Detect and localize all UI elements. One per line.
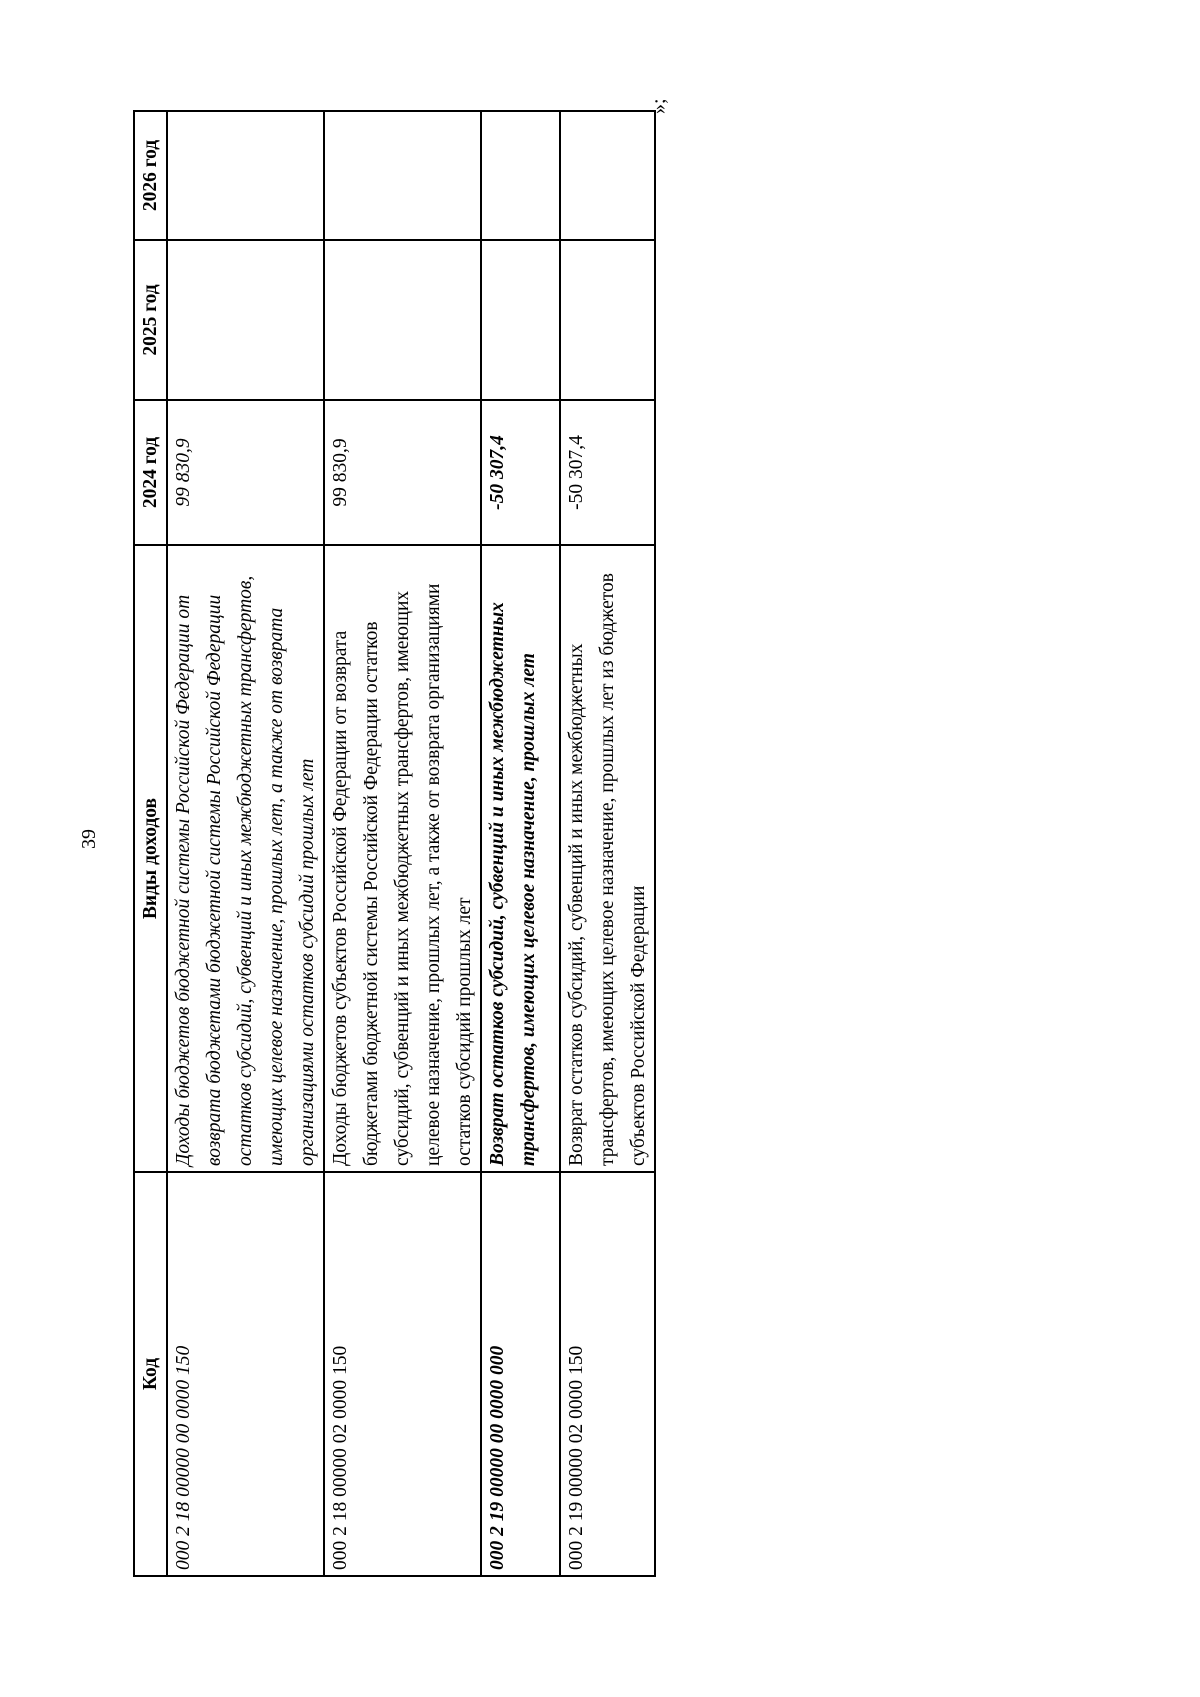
header-name: Виды доходов <box>134 545 167 1172</box>
row-value-2024: 99 830,9 <box>167 400 324 545</box>
row-value-2024: 99 830,9 <box>324 400 481 545</box>
table-row <box>560 111 655 1576</box>
header-2026: 2026 год <box>134 111 167 240</box>
row-value-2026 <box>167 111 324 240</box>
table-row <box>167 111 324 1576</box>
row-name: Возврат остатков субсидий, субвенций и иных межбюджетных трансфертов, имеющих целевое назначение, прошлых лет <box>481 545 560 1172</box>
row-value-2025 <box>560 240 655 400</box>
row-code: 000 2 18 00000 02 0000 150 <box>324 1172 481 1576</box>
row-value-2024: -50 307,4 <box>481 400 560 545</box>
row-value-2024: -50 307,4 <box>560 400 655 545</box>
row-value-2025 <box>481 240 560 400</box>
table-header-row <box>134 111 167 1576</box>
row-value-2026 <box>560 111 655 240</box>
row-value-2025 <box>324 240 481 400</box>
header-code: Код <box>134 1172 167 1576</box>
header-2024: 2024 год <box>134 400 167 545</box>
row-name: Доходы бюджетов бюджетной системы Российской Федерации от возврата бюджетами бюджетной системы Российской Федерации остатков субсидий, субвенций и иных межбюджетных трансфертов, имеющих целевое назначение, прошлых лет, а также от возврата организациями остатков субсидий прошлых лет <box>167 545 324 1172</box>
row-value-2026 <box>481 111 560 240</box>
table-row <box>481 111 560 1576</box>
row-value-2026 <box>324 111 481 240</box>
page-number: 39 <box>78 829 100 849</box>
revenue-table <box>133 110 656 1577</box>
row-name: Возврат остатков субсидий, субвенций и иных межбюджетных трансфертов, имеющих целевое назначение, прошлых лет из бюджетов субъектов Российской Федерации <box>560 545 655 1172</box>
table-row <box>324 111 481 1576</box>
row-code: 000 2 19 00000 00 0000 000 <box>481 1172 560 1576</box>
row-code: 000 2 19 00000 02 0000 150 <box>560 1172 655 1576</box>
header-2025: 2025 год <box>134 240 167 400</box>
closing-quote-mark: »; <box>648 98 670 114</box>
row-name: Доходы бюджетов субъектов Российской Федерации от возврата бюджетами бюджетной системы Российской Федерации остатков субсидий, субвенций и иных межбюджетных трансфертов, имеющих целевое назначение, прошлых лет, а также от возврата организациями остатков субсидий прошлых лет <box>324 545 481 1172</box>
row-value-2025 <box>167 240 324 400</box>
row-code: 000 2 18 00000 00 0000 150 <box>167 1172 324 1576</box>
